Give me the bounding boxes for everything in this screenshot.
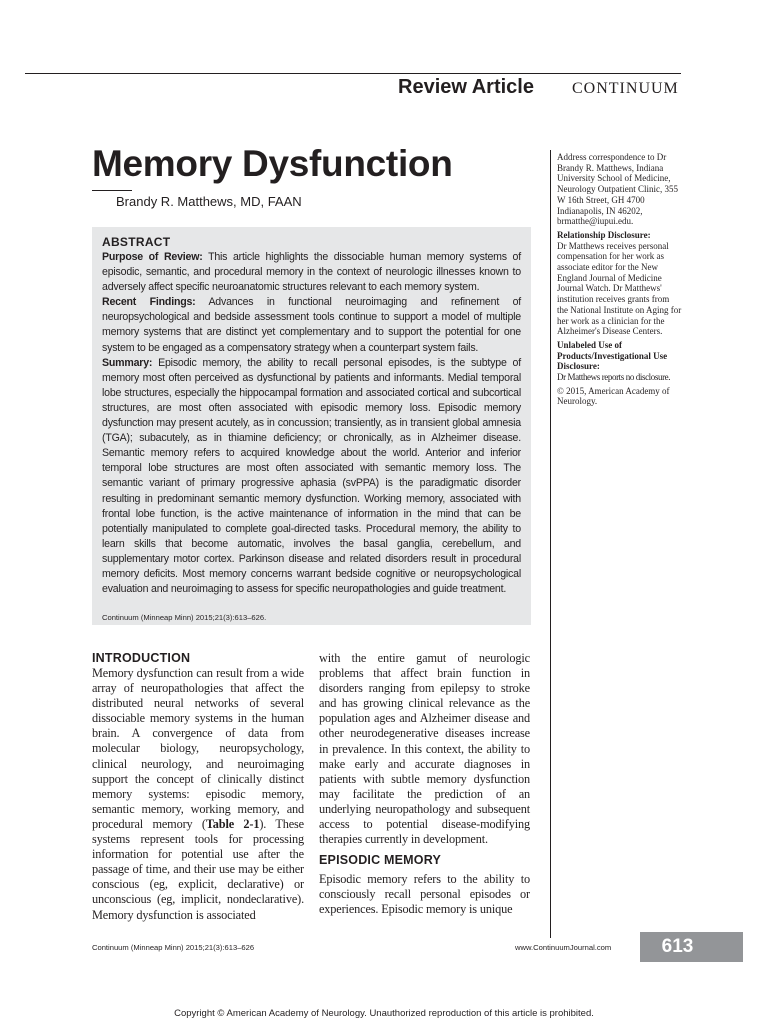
title-rule [92,190,132,191]
article-title: Memory Dysfunction [92,143,453,184]
findings-label: Recent Findings: [102,296,196,309]
sidebar-copyright: © 2015, American Academy of Neurology. [557,385,670,407]
findings-text: Advances in functional neuroimaging and refinement of neuropsychological and bedside assessment tools continue to support a model of multiple memory systems that are distinct yet complementary and to support the potential for one system to be engaged as a compensatory strategy when a counterpart system fails. [102,296,522,354]
introduction-heading: INTRODUCTION [92,651,191,665]
page-number: 613 [640,932,743,962]
unlabeled-use-heading: Unlabeled Use of Products/Investigational Use Disclosure: [557,339,668,372]
journal-name: CONTINUUM [572,80,679,97]
sidebar-notes [557,152,682,410]
copyright-notice: Copyright © American Academy of Neurology. Unauthorized reproduction of this article is prohibited. [174,1008,594,1019]
footer-url[interactable]: www.ContinuumJournal.com [515,943,612,952]
body-column-right [319,651,530,918]
table-reference-link[interactable]: Table 2-1 [205,816,260,831]
episodic-memory-paragraph: Episodic memory refers to the ability to consciously recall personal episodes or experiences. Episodic memory is unique [319,872,530,917]
summary-text: Episodic memory, the ability to recall personal episodes, is the subtype of memory most often perceived as dysfunctional by patients and informants. Medial temporal lobe structures, especially the hippocampal formation and associated cortical and subcortical structures, are most often associated with episodic memory loss. Episodic memory dysfunction may present acutely, as in concussion; transiently, as in transient global amnesia (TGA); subacutely, as in thiamine deficiency; or chronically, as in Alzheimer disease. Semantic memory refers to acquired knowledge about the world. Anterior and inferior temporal lobe structures are most often associated with semantic memory loss. The semantic variant of primary progressive aphasia (svPPA) is the paradigmatic disorder resulting in predominant semantic memory dysfunction. Working memory, associated with frontal lobe function, is the active maintenance of information in the mind that can be potentially manipulated to complete goal-directed tasks. Procedural memory, the ability to learn skills that become automatic, involves the basal ganglia, cerebellum, and supplementary motor cortex. Parkinson disease and related disorders result in procedural memory deficits. Most memory concerns warrant bedside cognitive or neuropsychological evaluation and neuroimaging to assess for specific neuropathologies and guide treatment. [102,356,521,596]
relationship-disclosure-text: Dr Matthews receives personal compensation for her work as associate editor for the New England Journal of Medicine Journal Watch. Dr Matthews' institution receives grants from the National Institute on Aging for her work as a clinician for the Alzheimer's Disease Centers. [557,240,682,337]
introduction-continued: with the entire gamut of neurologic problems that affect brain function in disorders ranging from epilepsy to stroke and has growing clinical relevance as the population ages and Alzheimer disease and other neurodegenerative diseases increase in prevalence. In this context, the ability to make early and accurate diagnoses in patients with subtle memory dysfunction may facilitate the prediction of an underlying neuropathology and subsequent access to potential disease-modifying therapies currently in development. [319,651,530,847]
footer-citation: Continuum (Minneap Minn) 2015;21(3):613–626 [92,943,255,952]
abstract-findings [102,295,521,355]
unlabeled-use-text: Dr Matthews reports no disclosure. [557,372,671,383]
intro-text-end: ). These systems represent tools for processing information for potential use after the passage of time, and their use may be either conscious (eg, explicit, declarative) or unconscious (eg, implicit, nondeclarative). Memory dysfunction is associated [92,816,304,922]
abstract-box [92,227,531,625]
sidebar-rule [550,150,551,938]
summary-label: Summary: [102,356,153,369]
intro-text-start: Memory dysfunction can result from a wide array of neuropathologies that affect the distributed neural networks of several dissociable memory systems in the human brain. A convergence of data from molecular biology, neuropsychology, clinical neurology, and neuroimaging support the concept of clinically distinct memory systems: episodic memory, semantic memory, working memory, and procedural memory ( [92,666,304,831]
article-author: Brandy R. Matthews, MD, FAAN [116,194,302,209]
abstract-summary [102,356,521,598]
relationship-disclosure-heading: Relationship Disclosure: [557,229,651,240]
abstract-heading: ABSTRACT [102,235,171,249]
abstract-purpose [102,250,521,295]
article-type-label: Review Article [398,76,534,98]
correspondence-note: Address correspondence to Dr Brandy R. Matthews, Indiana University School of Medicine, Neurology Outpatient Clinic, 355 W 16th Street, GH 4700 Indianapolis, IN 46202, brmatthe@iupui.edu. [557,152,678,227]
purpose-label: Purpose of Review: [102,251,203,263]
body-column-left [92,651,304,923]
purpose-text: This article highlights the dissociable human memory systems of episodic, semantic, and procedural memory in the context of neurologic illnesses known to adversely affect specific neuroanatomic structures relevant to each memory system. [102,251,521,294]
header-rule [25,73,681,74]
introduction-paragraph [92,666,304,923]
abstract-citation: Continuum (Minneap Minn) 2015;21(3):613–626. [102,613,267,623]
abstract-body [102,250,521,597]
episodic-memory-heading: EPISODIC MEMORY [319,853,441,868]
